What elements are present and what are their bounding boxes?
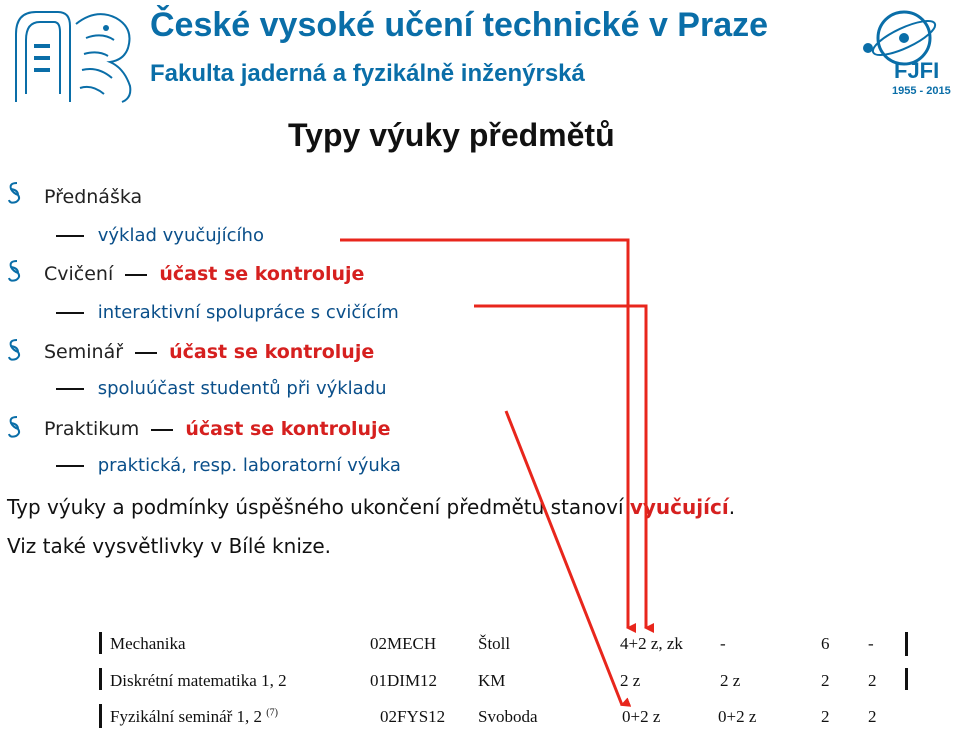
note-bila-kniha: Viz také vysvětlivky v Bílé knize. (7, 534, 332, 558)
course-c1: 2 z (620, 671, 641, 690)
course-name-text: Fyzikální seminář 1, 2 (110, 707, 263, 726)
fjfi-logo-text: FJFI (894, 58, 940, 83)
course-c1: 0+2 z (622, 707, 661, 726)
course-c2: 0+2 z (718, 707, 757, 726)
course-code: 01DIM12 (370, 671, 438, 690)
subitem-text: výklad vyučujícího (97, 225, 264, 246)
course-teacher: Štoll (478, 634, 511, 653)
subitem-text: praktická, resp. laboratorní výuka (97, 455, 401, 476)
item-label: Praktikum (44, 418, 140, 440)
page-title: Typy výuky předmětů (288, 117, 615, 153)
university-name: České vysoké učení technické v Praze (150, 6, 769, 44)
faculty-name: Fakulta jaderná a fyzikálně inženýrská (150, 60, 585, 87)
note-end: . (728, 495, 736, 519)
item-label: Seminář (44, 341, 124, 363)
item-label: Cvičení (44, 263, 114, 285)
item-label: Přednáška (44, 186, 143, 208)
course-c2: 2 z (720, 671, 741, 690)
item-highlight: účast se kontroluje (159, 263, 365, 285)
arrow-cviceni (474, 306, 646, 628)
course-c3: 6 (821, 634, 830, 653)
course-c3: 2 (821, 671, 830, 690)
course-code: 02MECH (370, 634, 437, 653)
note-text: Typ výuky a podmínky úspěšného ukončení předmětu stanoví (7, 495, 630, 519)
course-c4: 2 (868, 707, 877, 726)
course-footnote: (7) (266, 707, 278, 719)
arrow-seminar (506, 411, 622, 705)
course-c2: - (720, 634, 726, 653)
anniversary-text: 1955 - 2015 (892, 85, 951, 97)
item-highlight: účast se kontroluje (169, 341, 375, 363)
course-c1: 4+2 z, zk (620, 634, 683, 653)
subitem-text: interaktivní spolupráce s cvičícím (97, 302, 399, 323)
course-name: Mechanika (110, 634, 186, 653)
course-name: Diskrétní matematika 1, 2 (110, 671, 287, 690)
course-c3: 2 (821, 707, 830, 726)
course-teacher: KM (478, 671, 506, 690)
item-highlight: účast se kontroluje (185, 418, 391, 440)
course-code: 02FYS12 (380, 707, 446, 726)
note-highlight: vyučující (629, 495, 729, 519)
course-teacher: Svoboda (478, 707, 538, 726)
subitem-text: spoluúčast studentů při výkladu (97, 378, 387, 399)
arrow-prednaska (340, 240, 628, 628)
course-c4: - (868, 634, 874, 653)
course-c4: 2 (868, 671, 877, 690)
